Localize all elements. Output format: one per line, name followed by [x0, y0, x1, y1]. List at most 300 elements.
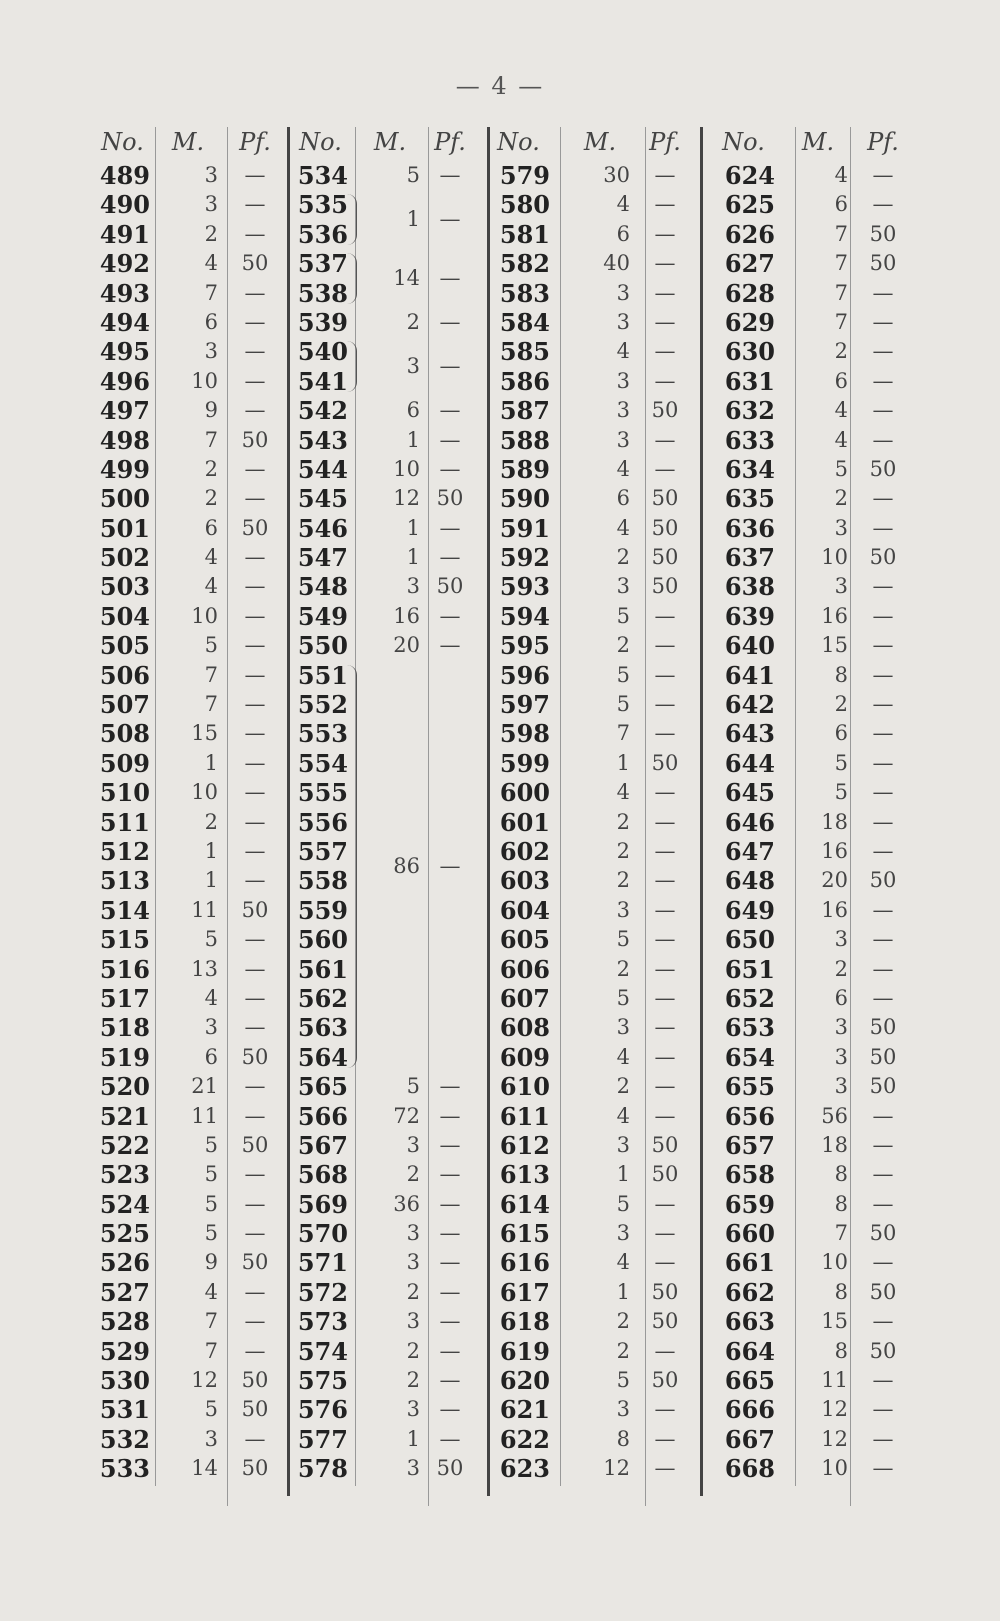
cell-no: 491 — [99, 219, 150, 249]
cell-m: 5 — [616, 927, 630, 952]
cell-pf: — — [654, 633, 676, 658]
cell-pf: — — [654, 868, 676, 893]
cell-no: 634 — [724, 454, 775, 484]
table-row — [0, 1454, 1000, 1483]
cell-pf: — — [654, 309, 676, 334]
cell-m: 5 — [204, 1397, 218, 1422]
cell-no: 558 — [297, 866, 348, 896]
cell-pf: — — [872, 809, 894, 834]
cell-m: 2 — [204, 456, 218, 481]
cell-m: 7 — [834, 221, 848, 246]
header-m: M. — [373, 128, 407, 156]
cell-m: 7 — [834, 1221, 848, 1246]
cell-no: 585 — [499, 337, 550, 367]
cell-no: 605 — [499, 925, 550, 955]
table-row — [0, 925, 1000, 954]
cell-m: 6 — [616, 486, 630, 511]
cell-pf: — — [872, 633, 894, 658]
cell-pf: — — [244, 368, 266, 393]
cell-pf: — — [244, 163, 266, 187]
cell-m: 3 — [616, 368, 630, 393]
cell-pf: — — [439, 1132, 461, 1157]
cell-pf: — — [872, 1191, 894, 1216]
cell-m: 2 — [616, 1074, 630, 1099]
cell-no: 527 — [99, 1277, 150, 1307]
cell-no: 636 — [724, 513, 775, 543]
cell-no: 626 — [724, 219, 775, 249]
cell-pf: — — [654, 1015, 676, 1040]
cell-pf: — — [244, 221, 266, 246]
cell-no: 578 — [297, 1454, 348, 1484]
cell-m: 14 — [191, 1456, 218, 1481]
cell-no: 581 — [499, 219, 550, 249]
cell-m: 3 — [834, 927, 848, 952]
cell-m: 5 — [616, 985, 630, 1010]
cell-no: 525 — [99, 1219, 150, 1249]
group-pf: — — [439, 265, 461, 290]
cell-m: 1 — [616, 750, 630, 775]
cell-m: 6 — [834, 192, 848, 217]
cell-m: 16 — [393, 603, 420, 628]
cell-m: 4 — [204, 545, 218, 570]
group-pf: — — [439, 354, 461, 379]
cell-pf: 50 — [869, 868, 897, 893]
cell-no: 542 — [297, 396, 348, 426]
cell-no: 501 — [99, 513, 150, 543]
cell-pf: 50 — [869, 1015, 897, 1040]
cell-m: 2 — [204, 486, 218, 511]
cell-no: 641 — [724, 660, 775, 690]
cell-pf: — — [872, 1103, 894, 1128]
cell-no: 561 — [297, 954, 348, 984]
table-row — [0, 190, 1000, 219]
table-row — [0, 1248, 1000, 1277]
cell-pf: — — [439, 1309, 461, 1334]
group-m: 1 — [406, 207, 420, 232]
cell-no: 570 — [297, 1219, 348, 1249]
cell-pf: — — [654, 280, 676, 305]
cell-pf: — — [872, 1368, 894, 1393]
cell-m: 9 — [204, 398, 218, 423]
cell-no: 592 — [499, 543, 550, 573]
cell-pf: — — [244, 280, 266, 305]
cell-no: 665 — [724, 1366, 775, 1396]
cell-no: 654 — [724, 1042, 775, 1072]
cell-pf: 50 — [869, 251, 897, 276]
cell-pf: 50 — [651, 1162, 679, 1187]
cell-no: 508 — [99, 719, 150, 749]
cell-pf: — — [244, 1426, 266, 1451]
cell-pf: 50 — [241, 1397, 269, 1422]
cell-no: 510 — [99, 778, 150, 808]
cell-no: 652 — [724, 983, 775, 1013]
cell-m: 7 — [204, 692, 218, 717]
cell-no: 638 — [724, 572, 775, 602]
cell-pf: — — [244, 339, 266, 364]
table-row — [0, 778, 1000, 807]
cell-no: 667 — [724, 1424, 775, 1454]
table-row — [0, 749, 1000, 778]
cell-m: 16 — [821, 838, 848, 863]
cell-no: 664 — [724, 1336, 775, 1366]
cell-m: 4 — [616, 339, 630, 364]
table-row — [0, 543, 1000, 572]
cell-pf: — — [654, 1221, 676, 1246]
cell-pf: — — [439, 1103, 461, 1128]
cell-pf: — — [872, 1309, 894, 1334]
cell-m: 1 — [204, 838, 218, 863]
cell-no: 613 — [499, 1160, 550, 1190]
cell-no: 666 — [724, 1395, 775, 1425]
cell-m: 3 — [616, 309, 630, 334]
cell-no: 642 — [724, 690, 775, 720]
cell-pf: 50 — [241, 897, 269, 922]
cell-m: 30 — [603, 163, 630, 187]
cell-no: 643 — [724, 719, 775, 749]
cell-pf: — — [872, 1397, 894, 1422]
cell-m: 18 — [821, 809, 848, 834]
cell-no: 648 — [724, 866, 775, 896]
table-row — [0, 367, 1000, 396]
cell-no: 566 — [297, 1101, 348, 1131]
cell-pf: — — [439, 1397, 461, 1422]
cell-pf: — — [872, 309, 894, 334]
cell-pf: — — [872, 427, 894, 452]
cell-pf: — — [654, 1426, 676, 1451]
cell-no: 550 — [297, 631, 348, 661]
cell-no: 646 — [724, 807, 775, 837]
cell-no: 489 — [99, 161, 150, 190]
cell-pf: — — [439, 309, 461, 334]
cell-pf: — — [439, 1162, 461, 1187]
cell-pf: — — [872, 897, 894, 922]
cell-no: 544 — [297, 454, 348, 484]
table-row — [0, 896, 1000, 925]
cell-m: 7 — [204, 280, 218, 305]
cell-no: 575 — [297, 1366, 348, 1396]
cell-no: 621 — [499, 1395, 550, 1425]
cell-m: 2 — [406, 1279, 420, 1304]
cell-pf: — — [244, 780, 266, 805]
cell-pf: 50 — [869, 545, 897, 570]
cell-no: 514 — [99, 895, 150, 925]
cell-m: 3 — [616, 1132, 630, 1157]
cell-no: 633 — [724, 425, 775, 455]
table-row — [0, 220, 1000, 249]
cell-m: 4 — [204, 574, 218, 599]
cell-m: 5 — [616, 692, 630, 717]
cell-pf: — — [654, 1250, 676, 1275]
cell-no: 663 — [724, 1307, 775, 1337]
cell-pf: — — [872, 280, 894, 305]
cell-m: 3 — [834, 1044, 848, 1069]
cell-no: 511 — [99, 807, 150, 837]
cell-no: 614 — [499, 1189, 550, 1219]
cell-pf: — — [244, 838, 266, 863]
cell-no: 628 — [724, 278, 775, 308]
cell-m: 5 — [204, 1132, 218, 1157]
cell-no: 494 — [99, 307, 150, 337]
cell-no: 521 — [99, 1101, 150, 1131]
cell-m: 5 — [204, 1221, 218, 1246]
cell-no: 630 — [724, 337, 775, 367]
cell-m: 6 — [834, 985, 848, 1010]
cell-m: 3 — [616, 897, 630, 922]
cell-m: 2 — [406, 309, 420, 334]
cell-pf: — — [872, 574, 894, 599]
cell-m: 5 — [616, 662, 630, 687]
cell-pf: — — [872, 662, 894, 687]
cell-pf: — — [244, 1338, 266, 1363]
cell-no: 649 — [724, 895, 775, 925]
cell-m: 3 — [406, 1132, 420, 1157]
cell-no: 524 — [99, 1189, 150, 1219]
cell-no: 657 — [724, 1130, 775, 1160]
cell-pf: 50 — [651, 486, 679, 511]
cell-m: 20 — [821, 868, 848, 893]
group-pf: — — [439, 207, 461, 232]
cell-no: 658 — [724, 1160, 775, 1190]
cell-no: 586 — [499, 366, 550, 396]
cell-pf: 50 — [869, 456, 897, 481]
cell-m: 16 — [821, 603, 848, 628]
cell-no: 540 — [297, 337, 348, 367]
table-row — [0, 1366, 1000, 1395]
cell-no: 533 — [99, 1454, 150, 1484]
cell-no: 505 — [99, 631, 150, 661]
cell-no: 597 — [499, 690, 550, 720]
cell-no: 600 — [499, 778, 550, 808]
cell-no: 588 — [499, 425, 550, 455]
table-row — [0, 602, 1000, 631]
cell-pf: — — [244, 1162, 266, 1187]
table-row — [0, 866, 1000, 895]
cell-m: 20 — [393, 633, 420, 658]
cell-pf: 50 — [241, 1044, 269, 1069]
cell-m: 3 — [834, 574, 848, 599]
table-rows — [0, 161, 1000, 1484]
cell-no: 620 — [499, 1366, 550, 1396]
cell-no: 659 — [724, 1189, 775, 1219]
cell-m: 2 — [834, 339, 848, 364]
cell-pf: — — [654, 456, 676, 481]
cell-m: 15 — [821, 1309, 848, 1334]
cell-no: 632 — [724, 396, 775, 426]
cell-m: 3 — [204, 1015, 218, 1040]
cell-no: 573 — [297, 1307, 348, 1337]
cell-m: 2 — [616, 809, 630, 834]
cell-pf: 50 — [869, 221, 897, 246]
cell-m: 2 — [616, 633, 630, 658]
cell-no: 661 — [724, 1248, 775, 1278]
cell-m: 1 — [204, 868, 218, 893]
cell-pf: — — [439, 515, 461, 540]
cell-pf: — — [872, 838, 894, 863]
cell-pf: — — [439, 1250, 461, 1275]
cell-m: 4 — [616, 456, 630, 481]
header-pf: Pf. — [867, 128, 899, 156]
cell-no: 563 — [297, 1013, 348, 1043]
cell-m: 11 — [821, 1368, 848, 1393]
cell-m: 5 — [616, 603, 630, 628]
cell-m: 10 — [821, 1456, 848, 1481]
cell-pf: — — [872, 780, 894, 805]
cell-pf: — — [654, 1456, 676, 1481]
cell-no: 639 — [724, 601, 775, 631]
cell-no: 616 — [499, 1248, 550, 1278]
cell-no: 536 — [297, 219, 348, 249]
cell-no: 518 — [99, 1013, 150, 1043]
cell-pf: 50 — [651, 750, 679, 775]
cell-m: 6 — [204, 515, 218, 540]
group-m: 86 — [393, 853, 420, 878]
cell-pf: — — [244, 633, 266, 658]
cell-m: 4 — [616, 192, 630, 217]
cell-m: 10 — [821, 545, 848, 570]
cell-m: 56 — [821, 1103, 848, 1128]
table-row — [0, 455, 1000, 484]
table-row — [0, 249, 1000, 278]
cell-pf: — — [872, 985, 894, 1010]
cell-pf: — — [654, 721, 676, 746]
cell-m: 4 — [616, 1044, 630, 1069]
cell-no: 560 — [297, 925, 348, 955]
table-row — [0, 837, 1000, 866]
cell-no: 635 — [724, 484, 775, 514]
cell-pf: — — [654, 1338, 676, 1363]
cell-pf: — — [654, 692, 676, 717]
header-m: M. — [583, 128, 617, 156]
cell-no: 582 — [499, 249, 550, 279]
table-row — [0, 1102, 1000, 1131]
cell-no: 535 — [297, 190, 348, 220]
cell-m: 10 — [191, 780, 218, 805]
table-row — [0, 1219, 1000, 1248]
cell-m: 4 — [204, 1279, 218, 1304]
cell-pf: — — [654, 339, 676, 364]
table-row — [0, 308, 1000, 337]
cell-pf: — — [872, 368, 894, 393]
cell-m: 7 — [204, 662, 218, 687]
cell-no: 647 — [724, 836, 775, 866]
cell-no: 496 — [99, 366, 150, 396]
cell-m: 3 — [616, 427, 630, 452]
cell-m: 3 — [406, 1309, 420, 1334]
cell-m: 5 — [834, 780, 848, 805]
cell-no: 594 — [499, 601, 550, 631]
cell-no: 513 — [99, 866, 150, 896]
cell-pf: — — [244, 985, 266, 1010]
cell-m: 4 — [616, 1250, 630, 1275]
cell-pf: — — [654, 780, 676, 805]
cell-pf: — — [654, 927, 676, 952]
cell-no: 507 — [99, 690, 150, 720]
cell-no: 660 — [724, 1219, 775, 1249]
cell-m: 40 — [603, 251, 630, 276]
cell-pf: — — [244, 545, 266, 570]
cell-m: 2 — [616, 838, 630, 863]
cell-pf: — — [872, 692, 894, 717]
cell-no: 562 — [297, 983, 348, 1013]
cell-pf: — — [439, 1338, 461, 1363]
cell-pf: — — [244, 662, 266, 687]
cell-m: 5 — [406, 1074, 420, 1099]
cell-no: 509 — [99, 748, 150, 778]
cell-no: 662 — [724, 1277, 775, 1307]
cell-no: 490 — [99, 190, 150, 220]
cell-no: 512 — [99, 836, 150, 866]
cell-m: 12 — [603, 1456, 630, 1481]
cell-pf: — — [439, 545, 461, 570]
cell-m: 6 — [204, 1044, 218, 1069]
cell-m: 11 — [191, 1103, 218, 1128]
cell-pf: — — [654, 603, 676, 628]
cell-m: 12 — [821, 1426, 848, 1451]
cell-no: 599 — [499, 748, 550, 778]
cell-m: 13 — [191, 956, 218, 981]
cell-pf: — — [244, 927, 266, 952]
cell-no: 541 — [297, 366, 348, 396]
cell-no: 502 — [99, 543, 150, 573]
cell-pf: 50 — [241, 427, 269, 452]
cell-m: 6 — [406, 398, 420, 423]
cell-m: 5 — [204, 927, 218, 952]
cell-m: 11 — [191, 897, 218, 922]
cell-m: 4 — [616, 780, 630, 805]
cell-no: 498 — [99, 425, 150, 455]
cell-pf: — — [872, 721, 894, 746]
cell-no: 569 — [297, 1189, 348, 1219]
cell-pf: 50 — [651, 1279, 679, 1304]
cell-m: 5 — [616, 1191, 630, 1216]
cell-pf: — — [654, 662, 676, 687]
cell-m: 3 — [406, 1250, 420, 1275]
cell-no: 522 — [99, 1130, 150, 1160]
cell-no: 631 — [724, 366, 775, 396]
cell-no: 557 — [297, 836, 348, 866]
cell-m: 1 — [406, 427, 420, 452]
cell-no: 637 — [724, 543, 775, 573]
cell-m: 3 — [406, 1456, 420, 1481]
table-row — [0, 1395, 1000, 1424]
cell-pf: — — [244, 1191, 266, 1216]
cell-no: 551 — [297, 660, 348, 690]
cell-no: 553 — [297, 719, 348, 749]
cell-pf: 50 — [241, 1368, 269, 1393]
cell-pf: 50 — [241, 1250, 269, 1275]
cell-no: 624 — [724, 161, 775, 190]
cell-pf: — — [654, 1191, 676, 1216]
cell-no: 516 — [99, 954, 150, 984]
cell-m: 12 — [393, 486, 420, 511]
cell-m: 7 — [616, 721, 630, 746]
cell-no: 591 — [499, 513, 550, 543]
cell-no: 528 — [99, 1307, 150, 1337]
cell-pf: — — [439, 1074, 461, 1099]
cell-no: 506 — [99, 660, 150, 690]
cell-m: 2 — [616, 956, 630, 981]
cell-pf: — — [244, 398, 266, 423]
group-pf: — — [439, 853, 461, 878]
cell-m: 4 — [204, 985, 218, 1010]
cell-m: 18 — [821, 1132, 848, 1157]
cell-m: 3 — [834, 1015, 848, 1040]
cell-no: 589 — [499, 454, 550, 484]
cell-no: 612 — [499, 1130, 550, 1160]
table-row — [0, 514, 1000, 543]
cell-pf: — — [244, 750, 266, 775]
cell-pf: — — [654, 251, 676, 276]
